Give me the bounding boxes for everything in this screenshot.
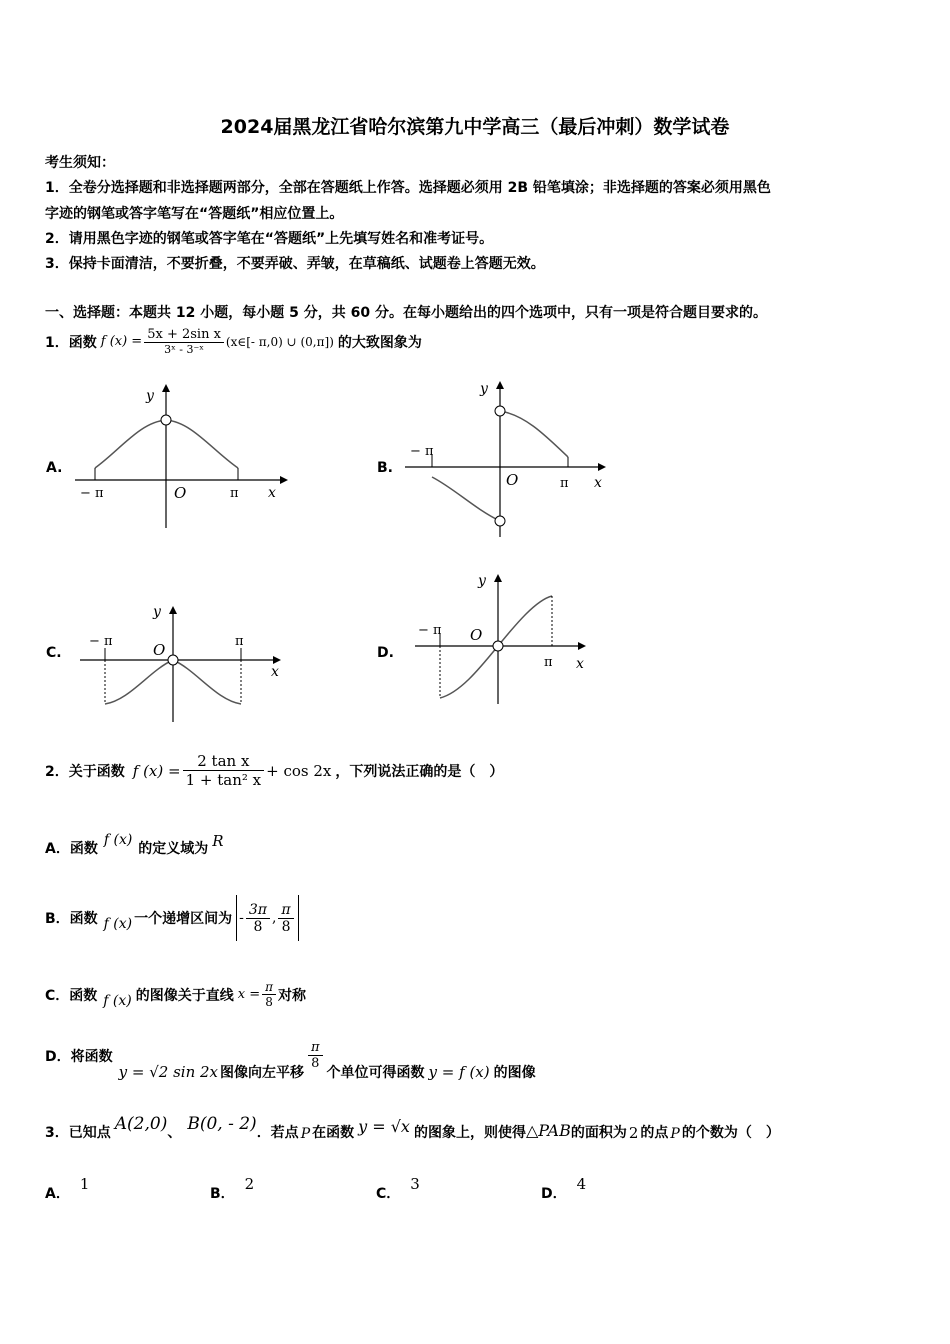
q2-a-fx: f (x) — [103, 832, 133, 848]
open-point — [168, 655, 178, 665]
x-axis-arrow — [578, 642, 586, 650]
q1-fx: f (x) = — [100, 334, 143, 349]
q2-fraction — [183, 752, 265, 789]
open-point — [161, 415, 171, 425]
q3-t3: 的图象上，则使得 — [413, 1125, 526, 1141]
q2-c-d: 8 — [265, 995, 273, 1009]
q2-denominator: 1 + tan² x — [185, 771, 262, 789]
q1-tail: 的大致图象为 — [337, 334, 422, 351]
q3-b-letter: B． — [210, 1186, 235, 1202]
q3-c-letter: C． — [376, 1186, 401, 1202]
q3-option-b[interactable] — [210, 1175, 255, 1203]
q2-a-r: R — [212, 832, 224, 850]
q1-denominator: 3ˣ - 3⁻ˣ — [164, 343, 204, 356]
q1-domain: (x∈[- π,0) ∪ (0,π]) — [225, 334, 334, 349]
q2-d-letter: D． — [45, 1048, 71, 1065]
y-label: y — [480, 381, 488, 397]
y-label: y — [146, 388, 154, 404]
q2-d-n: π — [308, 1040, 323, 1056]
q2-b-post: 一个递增区间为 — [134, 911, 233, 927]
q3-t6: 的个数为（ ） — [681, 1125, 780, 1141]
q1-option-a-letter[interactable]: A. — [46, 460, 63, 476]
q2-number: 2．关于函数 — [45, 763, 125, 780]
q2-b-n1: 3π — [246, 902, 270, 919]
y-axis-arrow — [494, 574, 502, 582]
q2-a-pre: 函数 — [69, 841, 98, 857]
x-label: x — [594, 475, 602, 491]
q2-c-xeq: x = — [237, 987, 261, 1002]
q2-b-comma: , — [271, 910, 277, 926]
q3-t1: ．若点 — [256, 1125, 299, 1141]
open-point — [493, 641, 503, 651]
q2-d-frac — [308, 1040, 323, 1071]
q2-b-d1: 8 — [253, 918, 263, 935]
notice-item-2: 2．请用黑色字迹的钢笔或答字笔在“答题纸”上先填写姓名和准考证号。 — [45, 231, 494, 247]
q2-a-post: 的定义域为 — [138, 841, 209, 857]
question-1 — [45, 327, 422, 356]
q2-d-mid: 图像向左平移 — [220, 1064, 304, 1081]
origin-label: O — [506, 471, 519, 489]
x-axis-arrow — [273, 656, 281, 664]
q2-option-d[interactable] — [45, 1040, 536, 1081]
q3-option-c[interactable] — [376, 1175, 420, 1203]
q3-c-value: 3 — [410, 1175, 420, 1193]
q1-graph-c[interactable] — [75, 600, 290, 725]
q3-d-value: 4 — [576, 1175, 587, 1193]
q2-d-tail: 的图像 — [493, 1064, 536, 1081]
x-label: x — [576, 656, 584, 672]
x-axis-arrow — [598, 463, 606, 471]
q3-p: P — [300, 1126, 311, 1142]
q1-option-c-letter[interactable]: C. — [46, 645, 62, 661]
pi-label: π — [544, 655, 553, 670]
neg-pi-label: − π — [418, 623, 442, 638]
q2-d-pre: 将函数 — [70, 1048, 113, 1065]
section-heading: 一、选择题：本题共 12 小题，每小题 5 分，共 60 分。在每小题给出的四个选项中，只有一项是符合题目要求的。 — [45, 305, 767, 321]
q3-two: 2 — [628, 1124, 639, 1142]
open-point-bottom — [495, 516, 505, 526]
q1-option-d-letter[interactable]: D. — [377, 645, 394, 661]
x-label: x — [268, 485, 276, 501]
q3-a-value: 1 — [79, 1175, 90, 1193]
q2-option-a[interactable] — [45, 832, 224, 858]
notice-heading: 考生须知： — [45, 155, 115, 171]
pi-label: π — [235, 634, 244, 649]
y-label: y — [153, 604, 161, 620]
q3-t5: 的点 — [640, 1125, 669, 1141]
q2-b-neg: - — [239, 910, 244, 926]
origin-label: O — [470, 626, 483, 644]
q2-c-n: π — [262, 980, 276, 995]
q1-numerator: 5x + 2sin x — [144, 327, 224, 343]
q2-d-d: 8 — [311, 1056, 320, 1071]
pi-label: π — [560, 476, 569, 491]
q3-sep: 、 — [167, 1125, 182, 1141]
x-label: x — [271, 664, 279, 680]
notice-item-1b: 字迹的钢笔或答字笔写在“答题纸”相应位置上。 — [45, 206, 344, 222]
notice-item-3: 3．保持卡面清洁，不要折叠，不要弄破、弄皱，在草稿纸、试题卷上答题无效。 — [45, 256, 545, 272]
question-2 — [45, 752, 503, 789]
q3-option-a[interactable] — [45, 1175, 90, 1203]
q2-b-frac1 — [246, 902, 270, 935]
q2-a-letter: A． — [45, 841, 70, 857]
q3-option-d[interactable] — [541, 1175, 587, 1203]
q2-d-expr2: y = f (x) — [428, 1062, 490, 1081]
y-axis-arrow — [496, 381, 504, 389]
x-axis-arrow — [280, 476, 288, 484]
page-title: 2024届黑龙江省哈尔滨第九中学高三（最后冲刺）数学试卷 — [220, 116, 730, 138]
neg-pi-label: − π — [410, 444, 434, 459]
q3-number: 3．已知点 — [45, 1125, 111, 1141]
notice-item-1a: 1．全卷分选择题和非选择题两部分，全部在答题纸上作答。选择题必须用 2B 铅笔填涂；非选择题的答案必须用黑色 — [45, 180, 771, 196]
q2-c-post: 的图像关于直线 — [135, 987, 234, 1004]
q2-b-fx: f (x) — [103, 916, 133, 932]
q2-b-pre: 函数 — [69, 911, 98, 927]
pi-label: π — [230, 486, 239, 501]
q2-c-pre: 函数 — [69, 987, 98, 1004]
q3-d-letter: D． — [541, 1186, 567, 1202]
curve-right — [500, 411, 568, 457]
neg-pi-label: − π — [89, 634, 113, 649]
q3-b-value: 2 — [244, 1175, 255, 1193]
q1-number: 1．函数 — [45, 334, 97, 351]
q3-p2: P — [670, 1126, 680, 1142]
q2-fx: f (x) = — [132, 761, 181, 780]
q3-point-b: B(0, - 2) — [187, 1114, 257, 1134]
q3-func: y = √x — [358, 1117, 410, 1136]
q2-c-letter: C． — [45, 987, 70, 1004]
q3-t4: 的面积为 — [570, 1125, 627, 1141]
q1-fraction — [144, 327, 224, 356]
q2-b-d2: 8 — [281, 918, 291, 935]
q2-b-n2: π — [278, 902, 293, 919]
q2-option-b[interactable] — [45, 895, 299, 941]
curve-left — [432, 477, 500, 521]
origin-label: O — [153, 641, 166, 659]
q2-d-post: 个单位可得函数 — [326, 1064, 425, 1081]
y-label: y — [478, 573, 486, 589]
question-3 — [45, 1114, 780, 1142]
q2-b-interval — [236, 895, 299, 941]
y-axis-arrow — [162, 384, 170, 392]
q2-option-c[interactable] — [45, 980, 306, 1009]
q2-c-fx: f (x) — [103, 992, 132, 1009]
q2-c-tail: 对称 — [277, 987, 306, 1004]
neg-pi-label: − π — [80, 486, 104, 501]
q2-numerator: 2 tan x — [183, 752, 265, 771]
q2-tail: ，下列说法正确的是（ ） — [335, 763, 504, 780]
q2-b-frac2 — [278, 902, 293, 935]
q1-option-b-letter[interactable]: B. — [377, 460, 393, 476]
q2-c-frac — [262, 980, 276, 1009]
origin-label: O — [174, 484, 187, 502]
q3-a-letter: A． — [45, 1186, 70, 1202]
q1-graph-a[interactable] — [70, 380, 290, 530]
q3-triangle: △PAB — [525, 1121, 571, 1140]
y-axis-arrow — [169, 606, 177, 614]
q2-b-letter: B． — [45, 911, 70, 927]
q1-graph-b[interactable] — [400, 375, 615, 540]
q2-tail-expr: + cos 2x — [266, 761, 332, 780]
q1-graph-d[interactable] — [410, 568, 595, 708]
q2-d-expr: y = √2 sin 2x — [118, 1062, 218, 1081]
q3-point-a: A(2,0) — [114, 1114, 168, 1134]
q3-t2: 在函数 — [312, 1125, 355, 1141]
open-point-top — [495, 406, 505, 416]
